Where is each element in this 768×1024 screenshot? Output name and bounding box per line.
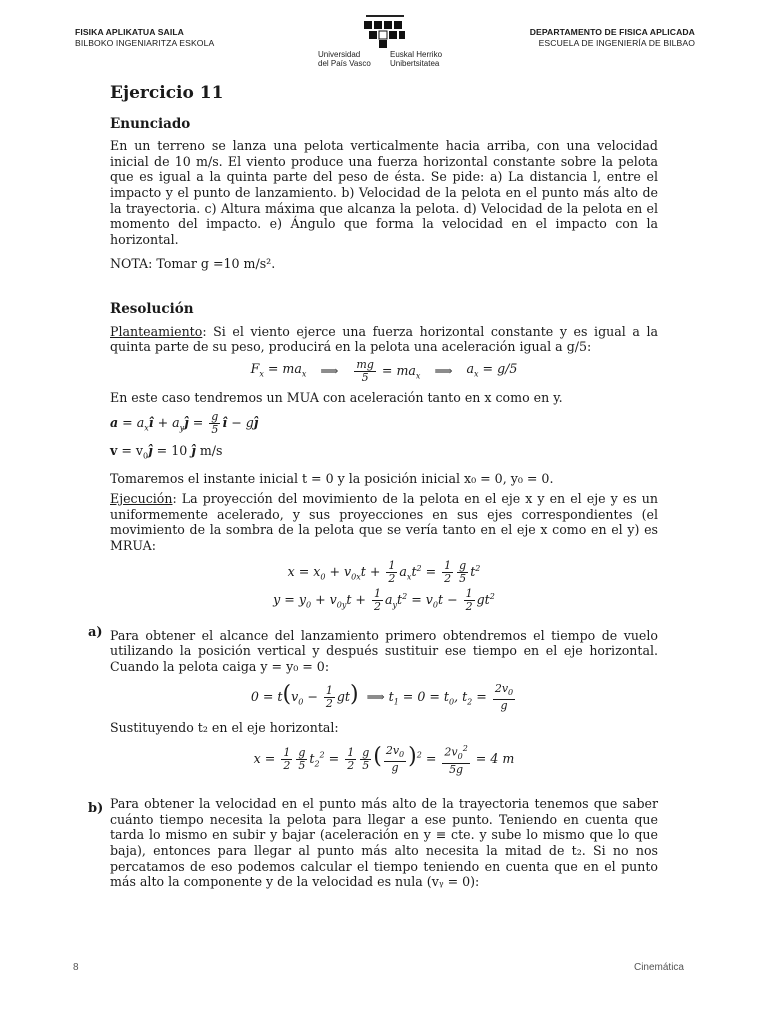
part-a-text1: Para obtener el alcance del lanzamiento primero obtendremos el tiempo de vuelo utilizando la posición vertical y después sustituir ese tiempo en el eje horizontal. Cuando la pelota caiga y = y₀ = 0: (110, 627, 658, 675)
equation-flight-time: $0 = t(v_0$ − $\frac{1}{2}$ gt) ⟹ $t_1 = 0 = t_0$, $t_2$ = $\frac{2v_0}{g}$ (250, 681, 514, 712)
dept-name-es: DEPARTAMENTO DE FISICA APLICADA (529, 27, 695, 37)
ejecucion-label: Ejecución (110, 491, 173, 507)
mua-text: En este caso tendremos un MUA con aceleración tanto en x como en y. (110, 389, 563, 405)
exercise-title: Ejercicio 11 (110, 83, 224, 103)
initial-conditions-text: Tomaremos el instante inicial t = 0 y la posición inicial x₀ = 0, y₀ = 0. (110, 470, 554, 486)
equation-acceleration-vector: $a = a_xî$ + $a_yĵ$ = $\frac{g}{5}$ î − gĵ (110, 410, 259, 437)
planteamiento-text: : Si el viento ejerce una fuerza horizontal constante y es igual a la quinta parte de su peso, producirá en la pelota una aceleración igual a g/5: (110, 323, 658, 355)
part-a-text2: Sustituyendo t₂ en el eje horizontal: (110, 719, 339, 735)
equation-y-position: $y = y_0 + v_{0y}t$ + $\frac{1}{2}$ $a_yt^2 = v_0t$ − $\frac{1}{2}$ $gt^2$ (273, 586, 495, 613)
university-logo (318, 15, 452, 75)
school-name-eu: BILBOKO INGENIARITZA ESKOLA (75, 38, 215, 48)
ejecucion-paragraph (110, 491, 658, 553)
resolution-heading: Resolución (110, 300, 194, 317)
school-name-es: ESCUELA DE INGENIERÍA DE BILBAO (538, 38, 695, 48)
page-number: 8 (73, 962, 79, 973)
header-right (530, 27, 695, 49)
dept-name-eu: FISIKA APLIKATUA SAILA (75, 27, 184, 37)
statement-heading: Enunciado (110, 115, 191, 132)
logo-eu-line2: Unibertsitatea (390, 59, 440, 68)
logo-text-eu (390, 50, 442, 68)
header-left (75, 27, 214, 49)
equation-range: x = $\frac{1}{2}$ $\frac{g}{5}$ $t_2^2$ = $\frac{1}{2}$ $\frac{g}{5}$ ( $\frac{2v_0}{g}$ )$^2$ = $\frac{2v_0^2}{5g}$ = 4 m (253, 744, 515, 777)
equation-x-position: $x = x_0 + v_{0x}t$ + $\frac{1}{2}$ $a_xt^2$ = $\frac{1}{2}$ $\frac{g}{5}$ $t^2$ (287, 558, 481, 585)
main-content (110, 83, 658, 890)
logo-es-line2: del País Vasco (318, 59, 371, 68)
statement-note: NOTA: Tomar g =10 m/s². (110, 256, 276, 272)
equation-force: $F_x = ma_x$ ⟹ $\frac{mg}{5}$ = $ma_x$ ⟹ $a_x = g/5$ (250, 357, 518, 384)
footer-section: Cinemática (633, 962, 684, 973)
part-b-label: b) (88, 801, 104, 816)
upv-ehu-emblem-icon (318, 15, 452, 49)
logo-eu-line1: Euskal Herriko (390, 50, 443, 59)
planteamiento-label: Planteamiento (110, 323, 203, 339)
planteamiento-paragraph (110, 324, 658, 355)
statement-body: En un terreno se lanza una pelota verticalmente hacia arriba, con una velocidad inicial de 10 m/s. El viento produce una fuerza horizontal constante sobre la pelota que es igual a la quinta parte del peso de ésta. Se pide: a) La distancia l, entre el impacto y el punto de lanzamiento. b) Velocidad de la pelota en el punto más alto de la trayectoria. c) Altura máxima que alcanza la pelota. d) Velocidad de la pelota en el momento del impacto. e) Ángulo que forma la velocidad en el impacto con la horizontal. (110, 138, 658, 247)
part-b-text: Para obtener la velocidad en el punto más alto de la trayectoria tenemos que saber cuánto tiempo necesita la pelota para llegar a ese punto. Teniendo en cuenta que tarda lo mismo en subir y bajar (aceleración en y ≡ cte. y sube lo mismo que lo que baja), entonces para llegar al punto más alto necesita la mitad de t₂. Si no nos percatamos de eso podemos calcular el tiempo teniendo en cuenta que en el punto más alto la componente y de la velocidad es nula (vᵧ = 0): (110, 796, 658, 890)
part-a-label: a) (88, 625, 103, 640)
equation-velocity-vector: $v = v_0ĵ = 10$ ĵ m/s (110, 442, 223, 461)
logo-es-line1: Universidad (318, 50, 361, 59)
logo-text-es (318, 50, 371, 68)
ejecucion-text: : La proyección del movimiento de la pelota en el eje x y en el eje y es un uniformemente acelerado, y sus proyecciones en sus ejes correspondientes (el movimiento de la sombra de la pelota que se vería tanto en el eje x como en el y) es MRUA: (110, 491, 658, 554)
